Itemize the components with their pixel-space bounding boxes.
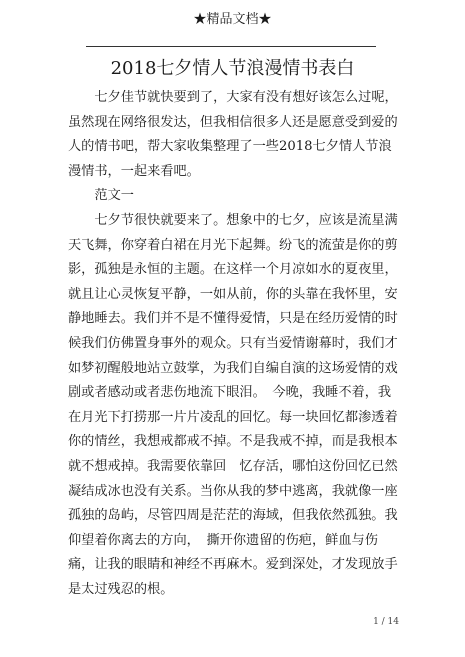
document-header-banner: ★精品文档★ <box>193 12 272 27</box>
document-title: 2018七夕情人节浪漫情书表白 <box>110 58 355 79</box>
document-body <box>68 86 402 602</box>
header-divider <box>86 46 376 47</box>
page-number: 1 / 14 <box>373 617 399 627</box>
body-paragraph: 七夕节很快就要来了。想象中的七夕，应该是流星满天飞舞，你穿着白裙在月光下起舞。纷飞的流萤是你的剪影，孤独是永恒的主题。在这样一个月凉如水的夏夜里，就且让心灵恢复平静，一如从前，你的头靠在我怀里，安静地睡去。我们并不是不懂得爱情，只是在经历爱情的时候我们仿佛置身事外的观众。只有当爱情谢幕时，我们才如梦初醒般地站立鼓掌，为我们自编自演的这场爱情的戏剧或者感动或者悲伤地流下眼泪。 今晚，我睡不着，我在月光下打捞那一片片凌乱的回忆。每一块回忆都渗透着你的情丝，我想戒都戒不掉。不是我戒不掉，而是我根本就不想戒掉。我需要依靠回 忆存活，哪怕这份回忆已然凝结成冰也没有关系。当你从我的梦中逃离，我就像一座孤独的岛屿，尽管四周是茫茫的海域，但我依然孤独。我仰望着你离去的方向， 撕开你遗留的伤疤，鲜血与伤痛，让我的眼睛和神经不再麻木。爱到深处，才发现放手是太过残忍的根。 <box>68 212 398 597</box>
intro-paragraph: 七夕佳节就快要到了，大家有没有想好该怎么过呢，虽然现在网络很发达，但我相信很多人还是愿意受到爱的人的情书吧，帮大家收集整理了一些2018七夕情人节浪漫情书，一起来看吧。 <box>68 90 398 179</box>
section-heading: 范文一 <box>94 188 134 204</box>
